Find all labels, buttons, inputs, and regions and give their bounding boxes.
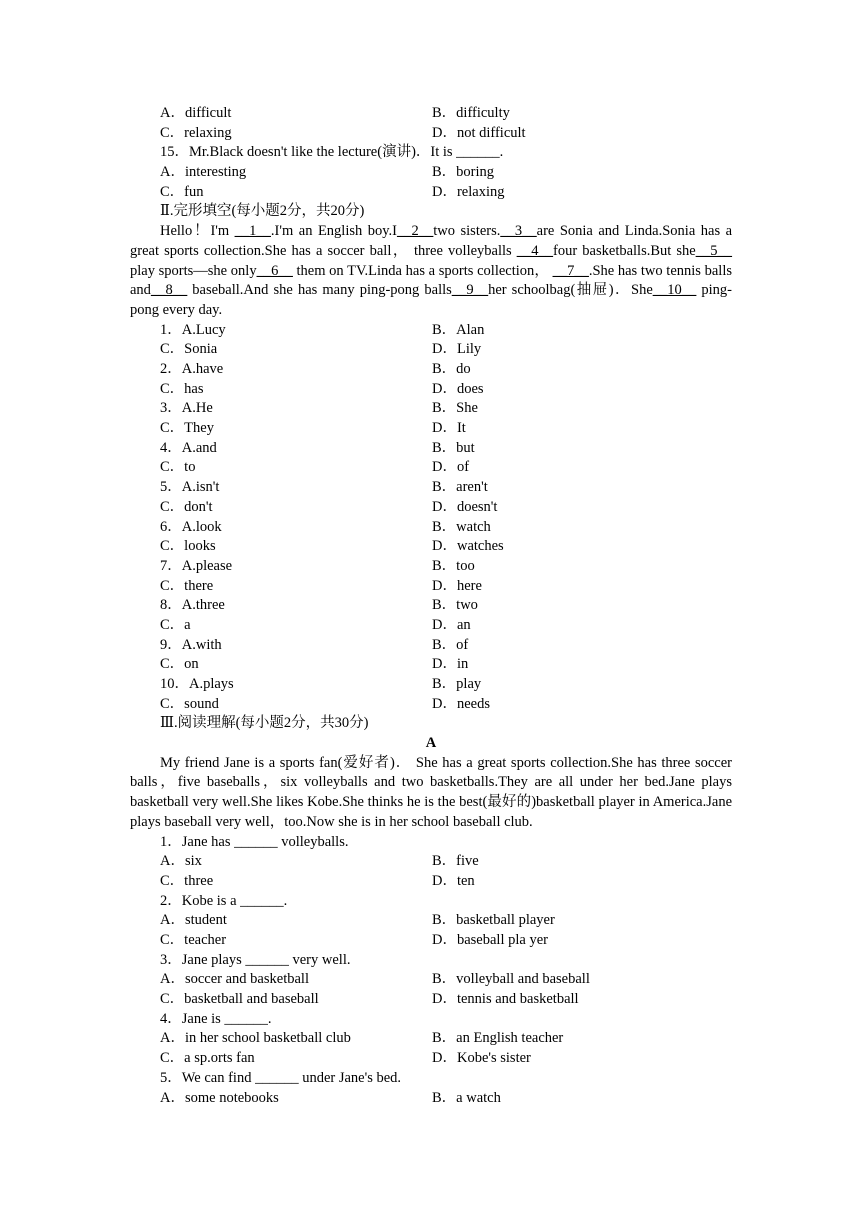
passage-text: are Sonia and Linda.Sonia has a great sports collection.She has a soccer ball， three volleyballs: [130, 223, 733, 259]
option-right: B．but: [432, 439, 475, 456]
option-row: [130, 104, 732, 124]
option-right: D．watches: [432, 538, 504, 555]
option-left: C．Sonia: [160, 341, 218, 358]
option-row: [130, 616, 732, 636]
blank: __8__: [150, 282, 188, 299]
option-left: 1．A.Lucy: [160, 321, 226, 338]
passage-text: baseball.And she has many ping-pong balls: [187, 282, 452, 299]
blank: __7__: [552, 262, 589, 279]
blank: __9__: [451, 282, 489, 299]
option-right: B．watch: [432, 518, 491, 535]
option-right: B．difficulty: [432, 105, 510, 121]
option-row: [130, 439, 732, 459]
option-left: 7．A.please: [160, 557, 233, 574]
section-heading: Ⅱ.完形填空(每小题2分，共20分): [160, 203, 365, 220]
option-left: A．student: [160, 912, 227, 929]
passage-text: .I'm an English boy.I: [270, 223, 398, 240]
option-left: 8．A.three: [160, 597, 225, 614]
option-left: 5．A.isn't: [160, 479, 220, 496]
passage-text: ping-pong every day.: [130, 282, 733, 318]
option-row: [130, 478, 732, 498]
option-row: [130, 498, 732, 518]
option-row: [130, 458, 732, 478]
option-row: [130, 990, 732, 1010]
option-left: C．three: [160, 872, 214, 889]
option-row: [130, 537, 732, 557]
option-right: B．do: [432, 361, 471, 378]
option-right: D．Lily: [432, 341, 482, 358]
option-left: A．six: [160, 853, 202, 870]
option-right: D．ten: [432, 872, 475, 889]
option-left: A．interesting: [160, 164, 247, 181]
option-left: A．some notebooks: [160, 1089, 279, 1106]
option-left: C．has: [160, 380, 204, 397]
option-left: C．a: [160, 616, 191, 633]
blank: __5__: [695, 242, 732, 259]
option-row: [130, 675, 732, 695]
option-left: C．relaxing: [160, 124, 232, 141]
option-left: 4．A.and: [160, 439, 217, 456]
option-row: [130, 931, 732, 951]
option-left: A．in her school basketball club: [160, 1030, 351, 1047]
option-row: [130, 636, 732, 656]
option-row: [130, 340, 732, 360]
option-right: D．needs: [432, 695, 490, 712]
option-row: [130, 970, 732, 990]
question-stem: 3．Jane plays ______ very well.: [160, 951, 351, 968]
question-stem: 4．Jane is ______.: [160, 1010, 272, 1027]
option-left: C．sound: [160, 695, 219, 712]
option-row: [130, 419, 732, 439]
option-row: [130, 1029, 732, 1049]
option-left: C．basketball and baseball: [160, 991, 319, 1008]
option-row: [130, 577, 732, 597]
passage-text: two sisters.: [433, 223, 501, 240]
option-left: C．teacher: [160, 932, 227, 949]
option-row: [130, 321, 732, 341]
option-right: B．of: [432, 636, 469, 653]
option-right: B．basketball player: [432, 912, 555, 929]
option-right: B．play: [432, 676, 482, 693]
option-right: B．She: [432, 400, 478, 417]
option-left: C．to: [160, 459, 196, 476]
blank: __1__: [234, 223, 271, 240]
passage-text: four basketballs.But she: [553, 242, 696, 259]
option-left: A．difficult: [160, 105, 232, 121]
option-left: C．fun: [160, 183, 204, 200]
option-left: C．a sp.orts fan: [160, 1050, 255, 1067]
option-left: C．looks: [160, 538, 216, 555]
option-row: [130, 360, 732, 380]
option-right: D．It: [432, 420, 466, 437]
cloze-passage: [130, 222, 732, 321]
option-left: 2．A.have: [160, 361, 224, 378]
question-stem: 2．Kobe is a ______.: [160, 892, 288, 909]
option-right: D．here: [432, 577, 482, 594]
passage-text: them on TV.Linda has a sports collection，: [292, 262, 553, 279]
worksheet-content: [130, 104, 732, 1108]
option-row: [130, 380, 732, 400]
option-right: B．Alan: [432, 321, 485, 338]
passage-text: Hello！I'm: [160, 223, 235, 240]
option-row: [130, 596, 732, 616]
blank: __6__: [256, 262, 293, 279]
section-heading: Ⅲ.阅读理解(每小题2分，共30分): [160, 715, 369, 732]
option-right: B．too: [432, 557, 475, 574]
option-row: [130, 1049, 732, 1069]
blank: __2__: [397, 223, 434, 240]
passage-text: play sports—she only: [130, 262, 257, 279]
option-left: A．soccer and basketball: [160, 971, 309, 988]
option-left: C．on: [160, 656, 199, 673]
option-right: D．in: [432, 656, 469, 673]
option-left: C．They: [160, 420, 214, 437]
option-right: B．a watch: [432, 1089, 501, 1106]
option-left: C．there: [160, 577, 214, 594]
reading-passage: [130, 754, 732, 833]
option-right: D．not difficult: [432, 124, 526, 141]
option-left: 9．A.with: [160, 636, 222, 653]
passage-label: A: [425, 735, 437, 752]
option-right: D．doesn't: [432, 498, 498, 515]
option-row: [130, 518, 732, 538]
option-row: [130, 1089, 732, 1109]
option-row: [130, 695, 732, 715]
option-row: [130, 872, 732, 892]
option-right: D．Kobe's sister: [432, 1050, 531, 1067]
blank: __10__: [652, 282, 697, 299]
blank: __3__: [500, 223, 537, 240]
option-left: C．don't: [160, 498, 213, 515]
option-right: D．baseball pla yer: [432, 932, 548, 949]
option-right: D．of: [432, 459, 470, 476]
option-right: D．an: [432, 616, 471, 633]
option-left: 10．A.plays: [160, 676, 234, 693]
question-stem: 5．We can find ______ under Jane's bed.: [160, 1069, 402, 1086]
passage-text: her schoolbag(抽屉)．She: [488, 282, 653, 299]
option-row: [130, 399, 732, 419]
option-right: B．an English teacher: [432, 1030, 564, 1047]
option-row: [130, 911, 732, 931]
option-left: 3．A.He: [160, 400, 213, 417]
option-right: D．tennis and basketball: [432, 991, 579, 1008]
passage-text: .She has two tennis balls and: [130, 262, 732, 299]
option-row: [130, 557, 732, 577]
blank: __4__: [516, 242, 554, 259]
option-right: B．two: [432, 597, 478, 614]
option-right: B．five: [432, 853, 479, 870]
option-left: 6．A.look: [160, 518, 222, 535]
option-right: D．does: [432, 380, 484, 397]
option-right: D．relaxing: [432, 183, 505, 200]
question-stem: 1．Jane has ______ volleyballs.: [160, 833, 349, 850]
option-right: B．aren't: [432, 479, 488, 496]
option-right: B．volleyball and baseball: [432, 971, 590, 988]
option-row: [130, 163, 732, 183]
option-right: B．boring: [432, 164, 495, 181]
option-row: [130, 183, 732, 203]
option-row: [130, 124, 732, 144]
question-stem: 15．Mr.Black doesn't like the lecture(演讲)．It is ______.: [160, 144, 504, 161]
option-row: [130, 655, 732, 675]
passage-text: My friend Jane is a sports fan(爱好者)． She has a great sports collection.She has three soccer balls，five baseballs，six volleyballs and two basketballs.They are all under her bed.Jane plays basketball very well.She likes Kobe.She thinks he is the best(最好的)basketball player in America.Jane plays baseball very well，too.Now she is in her school baseball club.: [130, 754, 732, 830]
option-row: [130, 852, 732, 872]
